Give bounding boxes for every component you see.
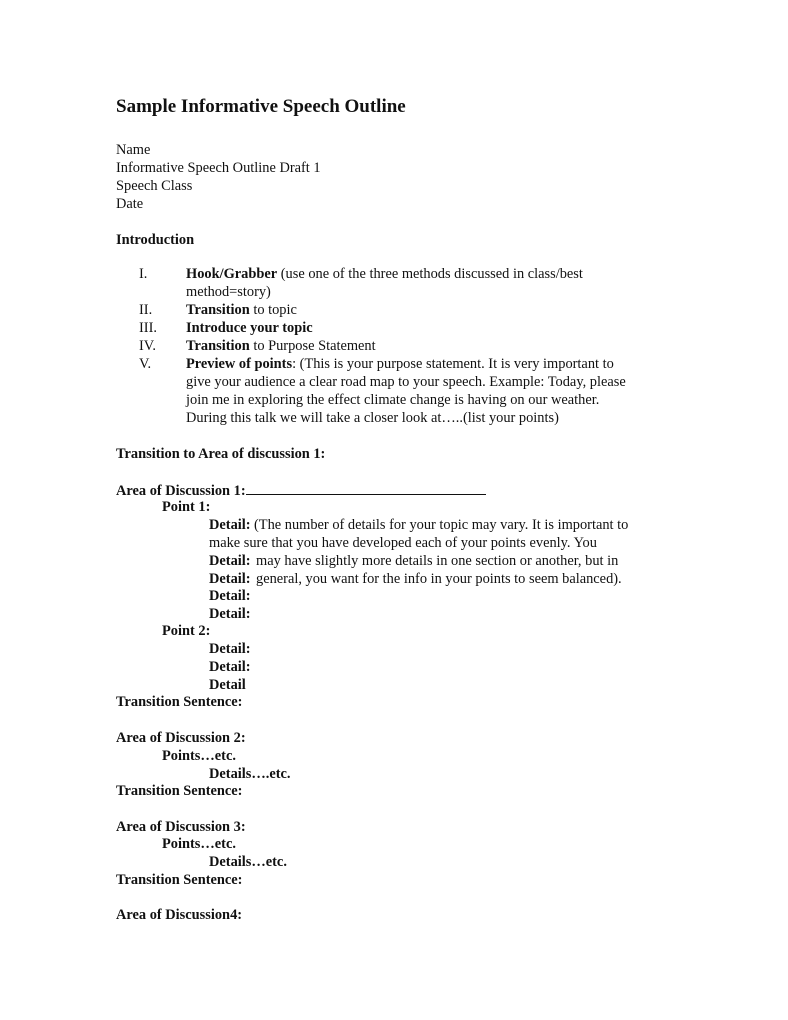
item-numeral: I. [139, 266, 148, 282]
header-name: Name [116, 142, 151, 158]
item-label: Transition [186, 338, 250, 354]
item-label: Transition [186, 302, 250, 318]
item-label: Introduce your topic [186, 320, 313, 336]
area1-transition: Transition Sentence: [116, 694, 243, 710]
detail-label: Detail: [209, 659, 251, 675]
item-numeral: V. [139, 356, 152, 372]
area3-points: Points…etc. [162, 836, 236, 852]
transition-area1-heading: Transition to Area of discussion 1: [116, 446, 326, 462]
detail-label: Detail [209, 677, 246, 693]
area1-heading-text: Area of Discussion 1: [116, 483, 246, 499]
detail-text: may have slightly more details in one section or another, but in [256, 553, 619, 569]
detail-label: Detail: [209, 517, 251, 533]
document-title: Sample Informative Speech Outline [116, 96, 406, 117]
area1-point2: Point 2: [162, 623, 211, 639]
item-text-continued: join me in exploring the effect climate change is having on our weather. [186, 392, 600, 408]
list-item [186, 319, 313, 337]
list-item [186, 355, 614, 373]
area3-heading: Area of Discussion 3: [116, 819, 246, 835]
item-numeral: II. [139, 302, 153, 318]
item-text-continued: give your audience a clear road map to your speech. Example: Today, please [186, 374, 626, 390]
detail-label: Detail: [209, 571, 251, 587]
area4-heading: Area of Discussion4: [116, 907, 243, 923]
detail-label: Detail: [209, 588, 251, 604]
header-class: Speech Class [116, 178, 193, 194]
list-item [186, 301, 297, 319]
area2-points: Points…etc. [162, 748, 236, 764]
detail-text: make sure that you have developed each of your points evenly. You [209, 535, 597, 551]
item-numeral: III. [139, 320, 157, 336]
area1-blank-line [246, 481, 486, 495]
detail-label: Detail: [209, 606, 251, 622]
header-draft: Informative Speech Outline Draft 1 [116, 160, 321, 176]
item-text-continued: During this talk we will take a closer look at…..(list your points) [186, 410, 559, 426]
header-date: Date [116, 196, 144, 212]
area1-point1: Point 1: [162, 499, 211, 515]
item-text: to topic [249, 302, 297, 318]
item-numeral: IV. [139, 338, 156, 354]
area3-transition: Transition Sentence: [116, 872, 243, 888]
area2-transition: Transition Sentence: [116, 783, 243, 799]
item-text: to Purpose Statement [249, 338, 376, 354]
detail-text: general, you want for the info in your points to seem balanced). [256, 571, 622, 587]
detail-label: Detail: [209, 641, 251, 657]
item-label: Hook/Grabber [186, 266, 278, 282]
area2-heading: Area of Discussion 2: [116, 730, 246, 746]
item-text: (use one of the three methods discussed in class/best [277, 266, 583, 282]
area3-details: Details…etc. [209, 854, 287, 870]
detail-text: (The number of details for your topic may vary. It is important to [254, 517, 629, 533]
introduction-heading: Introduction [116, 232, 195, 248]
item-text: : (This is your purpose statement. It is very important to [292, 356, 614, 372]
list-item [186, 265, 583, 283]
area2-details: Details….etc. [209, 766, 291, 782]
item-label: Preview of points [186, 356, 293, 372]
item-text-continued: method=story) [186, 284, 271, 300]
list-item [186, 337, 376, 355]
detail-label: Detail: [209, 553, 251, 569]
